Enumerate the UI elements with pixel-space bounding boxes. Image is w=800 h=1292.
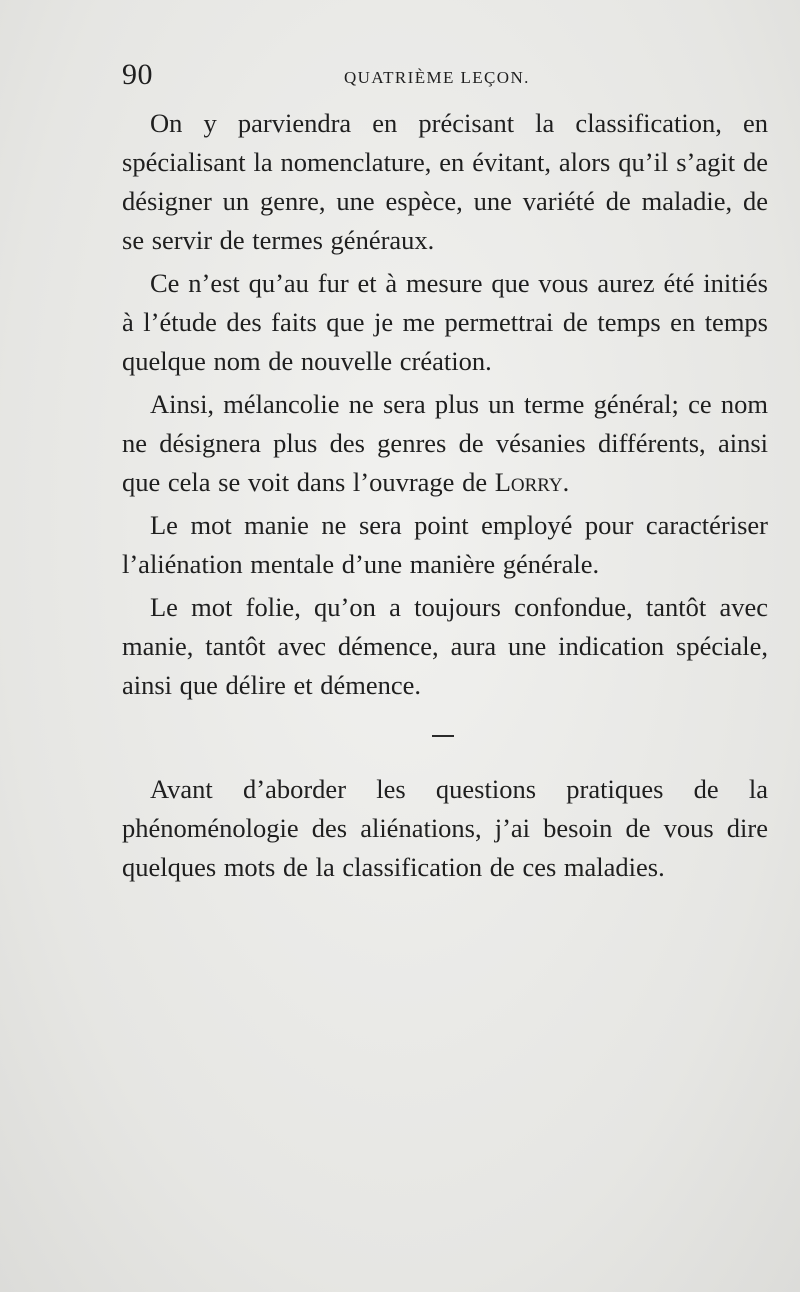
body-text <box>122 104 768 705</box>
page-number: 90 <box>122 58 153 91</box>
paragraph-6: Avant d’aborder les questions pratiques de la phénoménologie des aliénations, j’ai besoin de vous dire quelques mots de la classification de ces maladies. <box>122 774 768 882</box>
running-head: QUATRIÈME LEÇON. <box>344 68 530 87</box>
paragraph-1: On y parviendra en précisant la classification, en spécialisant la nomenclature, en évitant, alors qu’il s’agit de désigner un genre, une espèce, une variété de maladie, de se servir de termes généraux. <box>122 108 768 255</box>
paragraph-3-text: Ainsi, mélancolie ne sera plus un terme général; ce nom ne désignera plus des genres de vésanies différents, ainsi que cela se voit dans l’ouvrage de <box>122 389 768 497</box>
paragraph-3-end: . <box>562 467 570 497</box>
page-header <box>122 58 772 98</box>
author-name: Lorry <box>494 467 563 497</box>
paragraph-5: Le mot folie, qu’on a toujours confondue, tantôt avec manie, tantôt avec démence, aura une indication spéciale, ainsi que délire et démence. <box>122 592 768 700</box>
paragraph-4: Le mot manie ne sera point employé pour caractériser l’aliénation mentale d’une manière générale. <box>122 510 768 579</box>
section-separator <box>432 735 454 737</box>
body-text-continued <box>122 770 768 887</box>
paragraph-2: Ce n’est qu’au fur et à mesure que vous aurez été initiés à l’étude des faits que je me permettrai de temps en temps quelque nom de nouvelle création. <box>122 268 768 376</box>
paragraph-3 <box>122 385 768 502</box>
